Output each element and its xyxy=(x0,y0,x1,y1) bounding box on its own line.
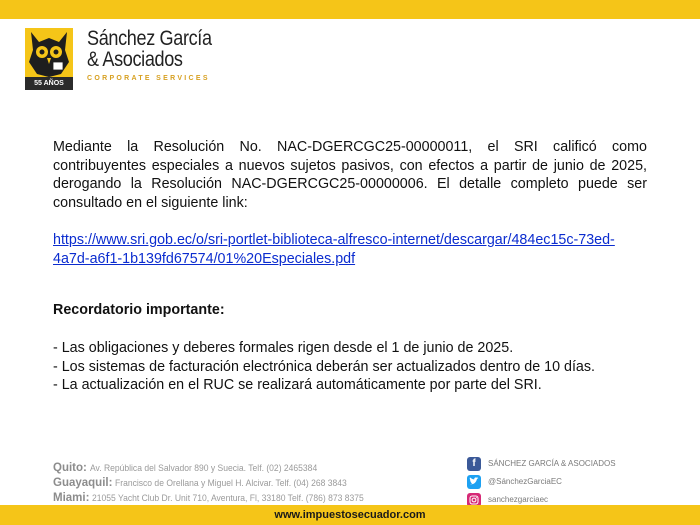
office-city: Quito: xyxy=(53,462,87,474)
twitter-icon[interactable] xyxy=(467,475,481,489)
office-address: Francisco de Orellana y Miguel H. Alcivar. Telf. (04) 268 3843 xyxy=(115,478,347,489)
years-badge: 55 AÑOS xyxy=(25,77,73,90)
company-tagline: CORPORATE SERVICES xyxy=(87,75,210,82)
social-facebook[interactable] xyxy=(467,455,616,472)
reminder-list xyxy=(53,339,595,395)
announcement-paragraph xyxy=(53,138,647,212)
social-label: SÁNCHEZ GARCÍA & ASOCIADOS xyxy=(488,459,616,468)
social-links xyxy=(467,455,616,509)
reminder-item: - Las obligaciones y deberes formales rigen desde el 1 de junio de 2025. xyxy=(53,340,514,356)
website-link[interactable]: www.impuestosecuador.com xyxy=(274,509,426,521)
company-logo xyxy=(25,28,225,93)
office-miami xyxy=(53,491,394,506)
reminder-item: - Los sistemas de facturación electrónica deberán ser actualizados dentro de 10 días. xyxy=(53,358,596,375)
office-address: Av. República del Salvador 890 y Suecia. Telf. (02) 2465384 xyxy=(89,463,317,474)
social-twitter[interactable] xyxy=(467,473,616,490)
social-label: sanchezgarciaec xyxy=(488,495,549,504)
footer-banner xyxy=(0,505,700,525)
company-name-line2: & Asociados xyxy=(87,48,183,71)
facebook-icon[interactable]: f xyxy=(467,457,481,471)
resolution-pdf-link[interactable] xyxy=(53,231,653,268)
office-quito xyxy=(53,461,394,476)
office-city: Guayaquil: xyxy=(53,477,113,489)
link-line-2: 4a7d-a6f1-1b139fd67574/01%20Especiales.pdf xyxy=(53,250,356,267)
top-banner xyxy=(0,0,700,19)
office-address: 21055 Yacht Club Dr. Unit 710, Aventura, Fl, 33180 Telf. (786) 873 8375 xyxy=(92,493,364,504)
company-name-line1: Sánchez García xyxy=(87,27,212,50)
social-label: @SánchezGarciaEC xyxy=(488,477,562,486)
announcement-text: Mediante la Resolución No. NAC-DGERCGC25-00000011, el SRI calificó como contribuyentes especiales a nuevos sujetos pasivos, con efectos a partir de junio de 2025, derogando la Resolución NAC-DGERCGC25-00000006. El detalle completo puede ser consultado en el siguiente link: xyxy=(53,139,647,211)
office-guayaquil xyxy=(53,476,394,491)
link-line-1: https://www.sri.gob.ec/o/sri-portlet-biblioteca-alfresco-internet/descargar/484ec15c-73ed- xyxy=(53,232,615,248)
office-addresses xyxy=(53,461,394,506)
owl-emblem-icon xyxy=(25,28,73,90)
office-city: Miami: xyxy=(53,492,90,504)
reminder-item: - La actualización en el RUC se realizará automáticamente por parte del SRI. xyxy=(53,377,542,394)
reminder-heading: Recordatorio importante: xyxy=(53,302,225,318)
